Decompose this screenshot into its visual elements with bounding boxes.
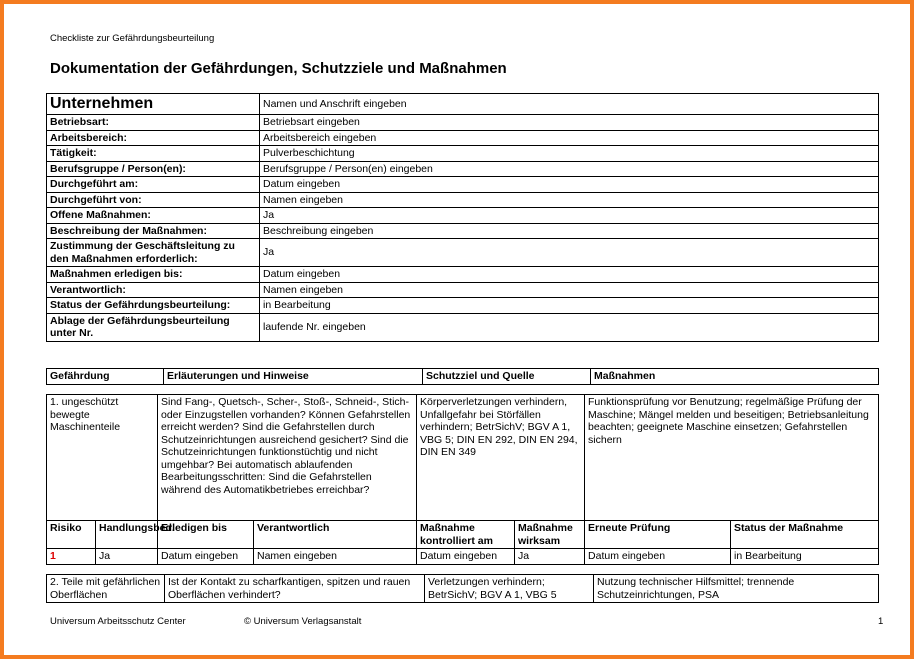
info-value[interactable]: Arbeitsbereich eingeben	[260, 130, 879, 146]
document-subtitle: Checkliste zur Gefährdungsbeurteilung	[50, 33, 215, 44]
sub-header: Status der Maßnahme	[731, 521, 879, 549]
hazard-name: 1. ungeschützt bewegte Maschinenteile	[47, 395, 158, 521]
info-label: Arbeitsbereich:	[47, 130, 260, 146]
sub-value[interactable]: Datum eingeben	[158, 549, 254, 565]
sub-value[interactable]: Namen eingeben	[254, 549, 417, 565]
info-label: Berufsgruppe / Person(en):	[47, 161, 260, 177]
info-label: Verantwortlich:	[47, 282, 260, 298]
column-header: Erläuterungen und Hinweise	[164, 369, 423, 385]
sub-header: Verantwortlich	[254, 521, 417, 549]
sub-value[interactable]: Ja	[515, 549, 585, 565]
hazard-name: 2. Teile mit gefährlichen Oberflächen	[47, 575, 165, 603]
sub-header: Erledigen bis	[158, 521, 254, 549]
info-value[interactable]: in Bearbeitung	[260, 298, 879, 314]
info-value[interactable]: Namen eingeben	[260, 192, 879, 208]
info-value[interactable]: Beschreibung eingeben	[260, 223, 879, 239]
sub-value[interactable]: Ja	[96, 549, 158, 565]
info-value[interactable]: Datum eingeben	[260, 267, 879, 283]
footer-publisher: Universum Arbeitsschutz Center	[50, 616, 186, 627]
page-number: 1	[878, 616, 884, 627]
info-value[interactable]: Betriebsart eingeben	[260, 115, 879, 131]
info-value[interactable]: Namen und Anschrift eingeben	[260, 94, 879, 115]
info-label: Ablage der Gefährdungsbeurteilung unter Nr.	[47, 313, 260, 341]
sub-header: Risiko	[47, 521, 96, 549]
hazard-table-1	[46, 394, 879, 565]
sub-header: Maßnahme kontrolliert am	[417, 521, 515, 549]
info-value[interactable]: laufende Nr. eingeben	[260, 313, 879, 341]
info-label: Tätigkeit:	[47, 146, 260, 162]
hazard-notes: Sind Fang-, Quetsch-, Scher-, Stoß-, Schneid-, Stich- oder Einzugstellen vorhanden? Können Gefahrstellen erreicht werden? Sind die Gefahrstellen durch Schutzeinrichtungen ausreichend gesichert? Sind die Schutzeinrichtungen funktionstüchtig und nicht umgehbar? Bei automatisch ablaufenden Bearbeitungsschritten: Sind die Gefahrstellen während des Automatikbetriebes erreichbar?	[158, 395, 417, 521]
info-value[interactable]: Ja	[260, 239, 879, 267]
sub-header: Handlungsbed.	[96, 521, 158, 549]
hazard-table-2	[46, 574, 879, 603]
hazard-notes: Ist der Kontakt zu scharfkantigen, spitzen und rauen Oberflächen verhindert?	[165, 575, 425, 603]
sub-value[interactable]: Datum eingeben	[585, 549, 731, 565]
info-label: Offene Maßnahmen:	[47, 208, 260, 224]
info-label: Beschreibung der Maßnahmen:	[47, 223, 260, 239]
document-page	[4, 4, 910, 655]
column-header: Maßnahmen	[591, 369, 879, 385]
info-label: Maßnahmen erledigen bis:	[47, 267, 260, 283]
info-label: Durchgeführt von:	[47, 192, 260, 208]
footer-copyright: © Universum Verlagsanstalt	[244, 616, 362, 627]
info-value[interactable]: Ja	[260, 208, 879, 224]
sub-header: Erneute Prüfung	[585, 521, 731, 549]
hazard-protection-goal: Körperverletzungen verhindern, Unfallgefahr bei Störfällen verhindern; BetrSichV; BGV A 1, VBG 5; DIN EN 292, DIN EN 294, DIN EN 349	[417, 395, 585, 521]
info-label: Zustimmung der Geschäftsleitung zu den Maßnahmen erforderlich:	[47, 239, 260, 267]
sub-header: Maßnahme wirksam	[515, 521, 585, 549]
hazard-measures[interactable]: Nutzung technischer Hilfsmittel; trennende Schutzeinrichtungen, PSA	[594, 575, 879, 603]
hazard-header-table	[46, 368, 879, 385]
column-header: Schutzziel und Quelle	[423, 369, 591, 385]
sub-value[interactable]: in Bearbeitung	[731, 549, 879, 565]
risk-value[interactable]: 1	[47, 549, 96, 565]
column-header: Gefährdung	[47, 369, 164, 385]
hazard-measures[interactable]: Funktionsprüfung vor Benutzung; regelmäßige Prüfung der Maschine; Mängel melden und beseitigen; Betriebsanleitung beachten; geeignete Maschine einsetzen; Gefahrstellen sichern	[585, 395, 879, 521]
info-label: Betriebsart:	[47, 115, 260, 131]
info-label: Durchgeführt am:	[47, 177, 260, 193]
company-info-table	[46, 93, 879, 342]
info-label: Status der Gefährdungsbeurteilung:	[47, 298, 260, 314]
info-value[interactable]: Pulverbeschichtung	[260, 146, 879, 162]
sub-value[interactable]: Datum eingeben	[417, 549, 515, 565]
info-value[interactable]: Berufsgruppe / Person(en) eingeben	[260, 161, 879, 177]
document-title: Dokumentation der Gefährdungen, Schutzziele und Maßnahmen	[50, 60, 507, 77]
hazard-protection-goal: Verletzungen verhindern; BetrSichV; BGV A 1, VBG 5	[425, 575, 594, 603]
info-value[interactable]: Datum eingeben	[260, 177, 879, 193]
info-value[interactable]: Namen eingeben	[260, 282, 879, 298]
info-label: Unternehmen	[47, 94, 260, 115]
